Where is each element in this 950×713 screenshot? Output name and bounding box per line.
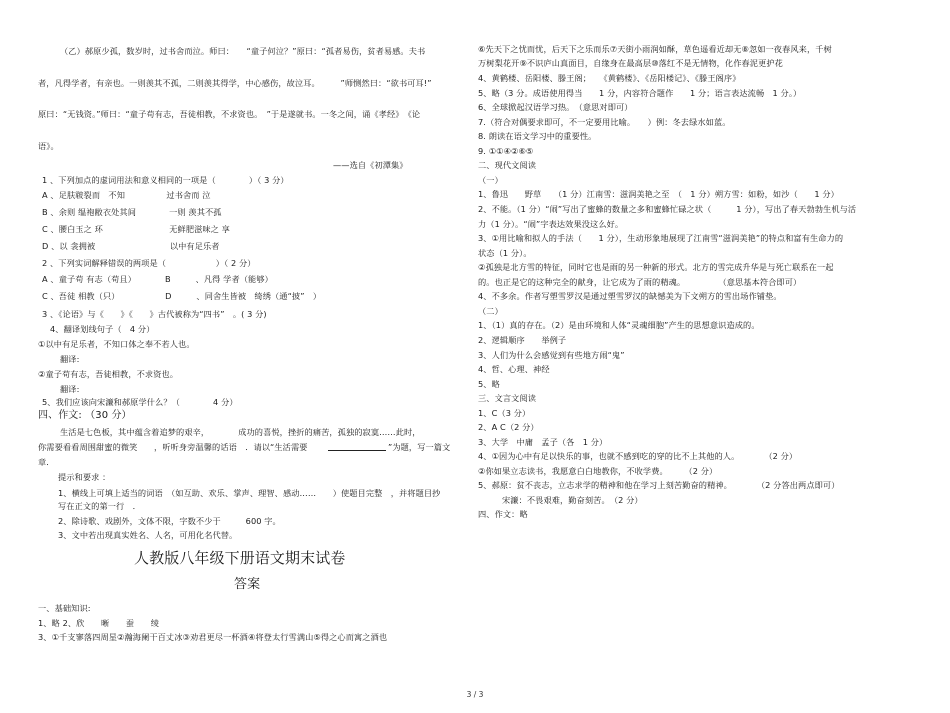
section-heading-composition: 四、作文: （30 分）	[38, 410, 132, 421]
answer-line: 5、郝原：贫不丧志，立志求学的精神和他在学习上刻苦勤奋的精神。 （2 分答出两点即可）	[478, 480, 840, 490]
composition-prompt: 生活是七色板，其中蕴含着追梦的艰辛， 成功的喜悦，挫折的痛苦，孤独的寂寞……此时，	[60, 427, 421, 437]
subsection-label: （二）	[478, 306, 503, 316]
answer-line: 宋濂：不畏艰难，勤奋刻苦。 （2 分）	[502, 495, 643, 505]
requirement-1-cont: 写在正文的第一行 ．	[58, 501, 141, 511]
option-c: C 、腰白玉之 环 无鲜肥滋味之 享	[42, 224, 230, 234]
answer-line: 4、不多余。作者写塑雪罗汉是通过塑雪罗汉的缺憾美为下文朔方的雪出场作铺垫。	[478, 291, 782, 301]
requirement-3: 3、文中若出现真实姓名、人名，可用化名代替。	[58, 530, 238, 540]
answer-line: 2、不能。（1 分）“闹”写出了蜜蜂的数量之多和蜜蜂忙碌之状（ 1 分），写出了春天勃勃生机与活	[478, 204, 857, 214]
option-a: A 、足肤皲裂而 不知 过书舍而 泣	[42, 190, 211, 200]
answer-line: ②孤独是北方雪的特征，同时它也是雨的另一种新的形式。北方的雪完成升华是与死亡联系在一起	[478, 262, 834, 272]
section-heading: 三、文言文阅读	[478, 393, 537, 403]
answer-line: 力（1 分）。“闹”字表达效果没这么好。	[478, 219, 624, 229]
text-line: 语》。	[38, 141, 59, 151]
answer-line: 9. ①①④②⑥⑤	[478, 146, 534, 156]
answer-line: 3、①用比喻和拟人的手法（ 1 分），生动形象地展现了江南雪“滋润美艳”的特点和富有生命力的	[478, 233, 844, 243]
option-ab: A 、童子苟 有志（苟且） B 、凡得 学者（能够）	[42, 274, 273, 284]
translate-label: 翻译:	[60, 384, 80, 394]
answer-line: 4、哲、心理、神经	[478, 364, 550, 374]
page-number: 3 / 3	[466, 690, 484, 699]
answer-line: 1、C（3 分）	[478, 408, 531, 418]
option-d: D 、以 衾拥被 以中有足乐者	[42, 241, 220, 251]
answer-line: 7.（符合对偶要求即可，不一定要用比喻。 ）例：冬去绿水如蓝。	[478, 117, 731, 127]
text-line: 原曰：“无钱资。”师曰：“童子苟有志，吾徒相教，不求资也。 ”于是遂就书。一冬之间，诵《孝经》 《论	[38, 109, 421, 119]
composition-prompt: ”为题，写一篇文	[388, 442, 451, 452]
title-blank	[328, 442, 386, 451]
composition-prompt: 你需要看看周围甜蜜的微笑 ，听听身旁温馨的话语 ．请以“生活需要	[38, 442, 308, 452]
answer-line: 四、作文：略	[478, 509, 528, 519]
option-b: B 、余则 缊袍敝衣处其间 一则 羡其不孤	[42, 207, 222, 217]
answer-line: 2、逻辑顺序 举例子	[478, 335, 567, 345]
requirements-heading: 提示和要求 ：	[58, 472, 111, 482]
answer-line: 1、鲁迅 野草 （1 分）江南雪：滋润美艳之至 （ 1 分）朔方雪：如粉，如沙（ 1 分）	[478, 189, 839, 199]
answer-line: 4、①因为心中有足以快乐的事，也就不感到吃的穿的比不上其他的人。 （2 分）	[478, 451, 798, 461]
question-4: 4、翻译划线句子（ 4 分）	[50, 324, 155, 334]
requirement-1: 1、横线上可填上适当的词语 （如互助、欢乐、掌声、理智、感动…… ）使题目完整 ，并将题目抄	[58, 488, 441, 498]
translate-label: 翻译:	[60, 354, 80, 364]
section-heading: 二、现代文阅读	[478, 160, 537, 170]
answer-line: 4、黄鹤楼、岳阳楼、滕王阁； 《黄鹤楼》、《岳阳楼记》、《滕王阁序》	[478, 73, 741, 83]
composition-prompt: 章．	[38, 457, 55, 467]
answer-line: 6、全球掀起汉语学习热。 （意思对即可）	[478, 102, 633, 112]
answer-section-heading: 一、基础知识:	[38, 603, 91, 613]
answer-line: 1、（1）真的存在。（2）是由环境和人体“灵魂细胞”产生的思想意识造成的。	[478, 320, 760, 330]
text-line: 者，凡得学者，有亲也。一则羡其不孤，二则羡其得学，中心感伤，故泣耳。 ”师恻然曰：“欲书可耳!”	[38, 78, 432, 88]
answer-line: 2、A C（2 分）	[478, 422, 539, 432]
question-1: 1 、下列加点的虚词用法和意义相同的一项是（ ）（ 3 分）	[42, 175, 289, 185]
text-line: （乙）郝原少孤，数岁时，过书舍而泣。师曰： “童子何泣？”原曰：“孤者易伤，贫者易感。夫书	[60, 46, 426, 56]
requirement-2: 2、除诗歌、戏剧外，文体不限，字数不少于 600 字。	[58, 516, 281, 526]
answer-line: 的。也正是它的这种完全的献身，让它成为了雨的精魂。 （意思基本符合即可）	[478, 277, 802, 287]
answer-title: 答案	[234, 577, 261, 592]
translate-sentence-2: ②童子苟有志，吾徒相教，不求资也。	[38, 369, 179, 379]
option-cd: C 、吾徒 相教（只） D 、同舍生皆被 绮绣（通“披” ）	[42, 291, 322, 301]
answer-line: 5、略	[478, 379, 500, 389]
answer-line: ⑥先天下之忧而忧，后天下之乐而乐⑦天街小雨润如酥，草色遥看近却无⑧忽如一夜春风来，千树	[478, 44, 832, 54]
answer-line: 3、大学 中庸 孟子（各 1 分）	[478, 437, 608, 447]
answer-line: 1、略 2、欣 晰 蚕 绫	[38, 618, 160, 628]
answer-line: 状态（1 分）。	[478, 248, 532, 258]
translate-sentence-1: ①以中有足乐者，不知口体之奉不若人也。	[38, 339, 195, 349]
exam-title: 人教版八年级下册语文期末试卷	[134, 549, 346, 567]
answer-line: 8. 朗读在语文学习中的重要性。	[478, 131, 597, 141]
question-2: 2 、下列实词解释错误的两项是（ ）（ 2 分）	[42, 258, 256, 268]
answer-line: ②你如果立志读书，我愿意白白地教你，不收学费。 （2 分）	[478, 466, 718, 476]
answer-line: 5、略（3 分。成语使用得当 1 分，内容符合题作 1 分；语言表达流畅 1 分。）	[478, 88, 802, 98]
source-citation: ——选自《初潭集》	[333, 160, 408, 170]
subsection-label: （一）	[478, 175, 503, 185]
question-5: 5、我们应该向宋濂和郝原学什么？（ 4 分）	[42, 397, 238, 407]
answer-line: 3、①千支寥落四周星②瀚海阑干百丈冰③劝君更尽一杯酒④将登太行雪满山⑤得之心而寓之酒也	[38, 632, 388, 642]
question-3: 3 、《论语》与《 》《 》古代被称为“四书” 。( 3 分)	[42, 309, 267, 319]
answer-line: 3、人们为什么会感觉到有些地方闹“鬼”	[478, 350, 625, 360]
answer-line: 万树梨花开⑨不识庐山真面目，自缘身在最高层⑩落红不是无情物，化作春泥更护花	[478, 58, 783, 68]
